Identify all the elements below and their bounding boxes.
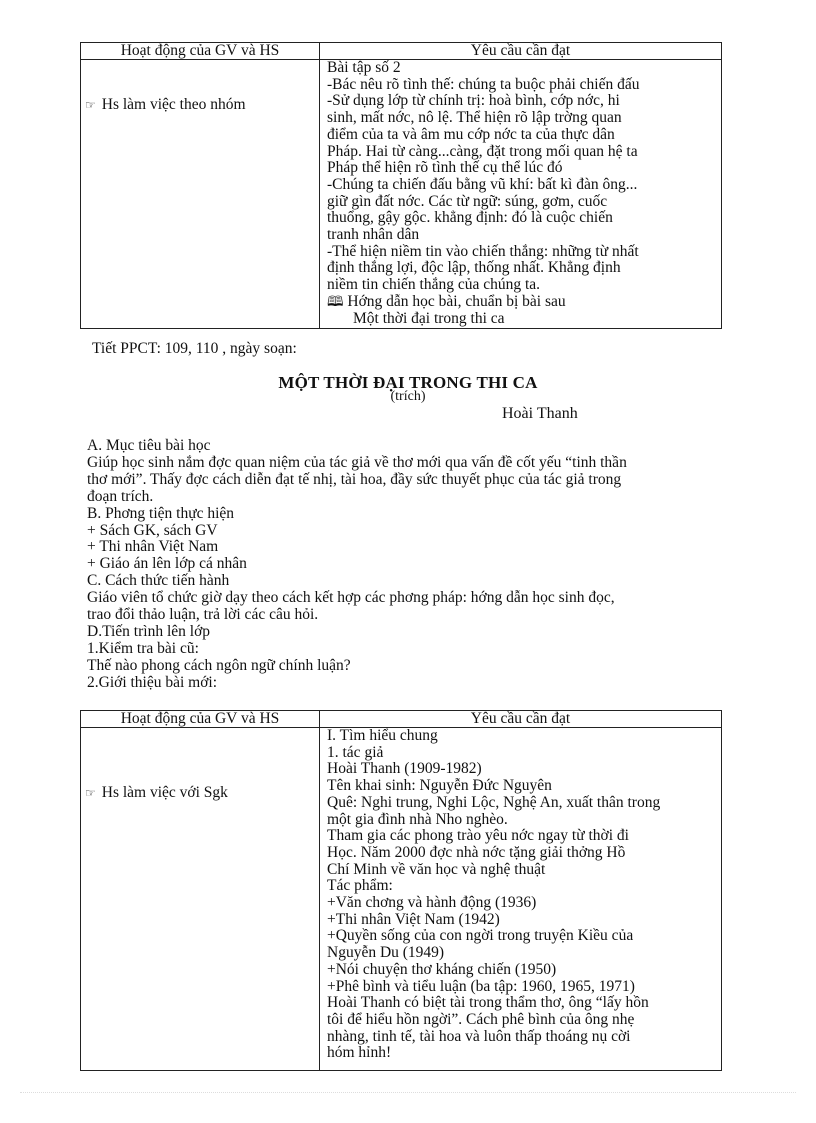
pointing-hand-icon: ☞ xyxy=(85,98,96,112)
body-line: trao đổi thảo luận, trả lời các câu hỏi. xyxy=(87,606,319,624)
table2-line: +Văn chơng và hành động (1936) xyxy=(327,895,537,912)
tiet-line: Tiết PPCT: 109, 110 , ngày soạn: xyxy=(92,340,297,357)
table1-activity: Hs làm việc theo nhóm xyxy=(101,96,246,113)
table2-line: Hoài Thanh có biệt tài trong thẩm thơ, ông “lấy hồn xyxy=(327,995,649,1012)
table1-line: niềm tin chiến thắng của chúng ta. xyxy=(327,277,541,294)
page-title: MỘT THỜI ĐẠI TRONG THI CA xyxy=(278,373,538,392)
table2-activity-cell xyxy=(81,728,320,1071)
body-line: đoạn trích. xyxy=(87,487,154,505)
body-line: Giúp học sinh nắm đợc quan niệm của tác giả về thơ mới qua vấn đề cốt yếu “tinh thần xyxy=(87,453,627,471)
page-subtitle: (trích) xyxy=(390,389,426,404)
table1-content-cell xyxy=(320,60,722,329)
table1-line: -Chúng ta chiến đấu bằng vũ khí: bất kì đàn ông... xyxy=(327,176,638,193)
table2-line: nhàng, tinh tế, tài hoa và luôn thấp thoáng nụ cời xyxy=(327,1028,631,1045)
table2-line: Quê: Nghi trung, Nghi Lộc, Nghệ An, xuất thân trong xyxy=(327,794,661,811)
table2-line: +Quyền sống của con ngời trong truyện Kiều của xyxy=(327,928,634,945)
body-line: C. Cách thức tiến hành xyxy=(87,572,230,590)
table2-line: +Thi nhân Việt Nam (1942) xyxy=(327,911,500,928)
table2-line: Chí Minh về văn học và nghệ thuật xyxy=(327,861,546,878)
body-line: + Sách GK, sách GV xyxy=(87,521,218,539)
table2-line: hóm hỉnh! xyxy=(327,1045,392,1062)
table1-line: điểm của ta và âm mu cớp nớc ta của thực dân xyxy=(327,126,615,143)
open-book-icon: 🕮 xyxy=(327,293,344,310)
body-line: Thế nào phong cách ngôn ngữ chính luận? xyxy=(87,656,351,674)
body-line: B. Phơng tiện thực hiện xyxy=(87,504,235,522)
table1-guide-line2: Một thời đại trong thi ca xyxy=(353,310,505,327)
table1-lines xyxy=(320,60,721,294)
table1-line: -Thể hiện niềm tin vào chiến thắng: những từ nhất xyxy=(327,243,639,260)
table2-line: I. Tìm hiểu chung xyxy=(327,728,438,744)
table1-line: sinh, mất nớc, nô lệ. Thể hiện rõ lập trờng quan xyxy=(327,110,622,127)
body-line: 2.Giới thiệu bài mới: xyxy=(87,673,218,691)
table1-activity-cell xyxy=(81,60,320,329)
table2-line: tôi để hiểu hồn ngời”. Cách phê bình của ông nhẹ xyxy=(327,1011,635,1028)
table2-activity: Hs làm việc với Sgk xyxy=(101,784,228,801)
table1-line: -Sử dụng lớp từ chính trị: hoà bình, cớp nớc, hi xyxy=(327,93,620,110)
activity-table-1 xyxy=(80,42,722,329)
body-line: + Giáo án lên lớp cá nhân xyxy=(87,555,247,573)
table2-content-cell xyxy=(320,728,722,1071)
author-name: Hoài Thanh xyxy=(502,405,578,422)
table1-guide-line1: Hớng dẫn học bài, chuẩn bị bài sau xyxy=(347,293,566,310)
body-line: + Thi nhân Việt Nam xyxy=(87,538,219,556)
table2-lines xyxy=(320,728,721,1070)
body-line: 1.Kiểm tra bài cũ: xyxy=(87,639,199,657)
table1-line: Pháp. Hai từ càng...càng, đặt trong mối quan hệ ta xyxy=(327,143,638,160)
body-line: Giáo viên tổ chức giờ dạy theo cách kết hợp các phơng pháp: hớng dẫn học sinh đọc, xyxy=(87,589,615,607)
page-divider xyxy=(20,1092,796,1093)
table1-line: định thắng lợi, độc lập, thống nhất. Khẳng định xyxy=(327,260,621,277)
table1-line: giữ gìn đất nớc. Các từ ngữ: súng, gơm, cuốc xyxy=(327,193,608,210)
table1-line: tranh nhân dân xyxy=(327,227,420,244)
table2-line: Học. Năm 2000 đợc nhà nớc tặng giải thởng Hồ xyxy=(327,844,626,861)
table2-header-right: Yêu cầu cần đạt xyxy=(320,711,722,728)
body-line: D.Tiến trình lên lớp xyxy=(87,622,211,640)
table2-line: +Phê bình và tiểu luận (ba tập: 1960, 1965, 1971) xyxy=(327,978,635,995)
pointing-hand-icon: ☞ xyxy=(85,786,96,800)
table1-line: -Bác nêu rõ tình thế: chúng ta buộc phải chiến đấu xyxy=(327,76,640,93)
table1-header-right: Yêu cầu cần đạt xyxy=(320,43,722,60)
table2-header-left: Hoạt động của GV và HS xyxy=(81,711,320,728)
table2-line: 1. tác giả xyxy=(327,744,384,761)
body-line: thơ mới”. Thấy đợc cách diễn đạt tế nhị, tài hoa, đầy sức thuyết phục của tác giả trong xyxy=(87,470,622,488)
table2-line: Hoài Thanh (1909-1982) xyxy=(327,761,482,778)
table1-line: Pháp thể hiện rõ tình thế cụ thể lúc đó xyxy=(327,160,563,177)
table2-line: Tham gia các phong trào yêu nớc ngay từ thời đi xyxy=(327,828,629,845)
body-line: A. Mục tiêu bài học xyxy=(87,437,211,454)
body-text xyxy=(87,438,627,692)
table2-line: Tác phẩm: xyxy=(327,878,393,895)
table2-line: một gia đình nhà Nho nghèo. xyxy=(327,811,508,828)
table2-line: +Nói chuyện thơ kháng chiến (1950) xyxy=(327,961,557,978)
table2-line: Tên khai sinh: Nguyễn Đức Nguyên xyxy=(327,778,552,795)
table1-header-left: Hoạt động của GV và HS xyxy=(81,43,320,60)
table1-line: Bài tập số 2 xyxy=(327,60,401,76)
table2-line: Nguyễn Du (1949) xyxy=(327,945,445,962)
table1-line: thuổng, gậy gộc. khẳng định: đó là cuộc chiến xyxy=(327,210,613,227)
activity-table-2 xyxy=(80,710,722,1071)
